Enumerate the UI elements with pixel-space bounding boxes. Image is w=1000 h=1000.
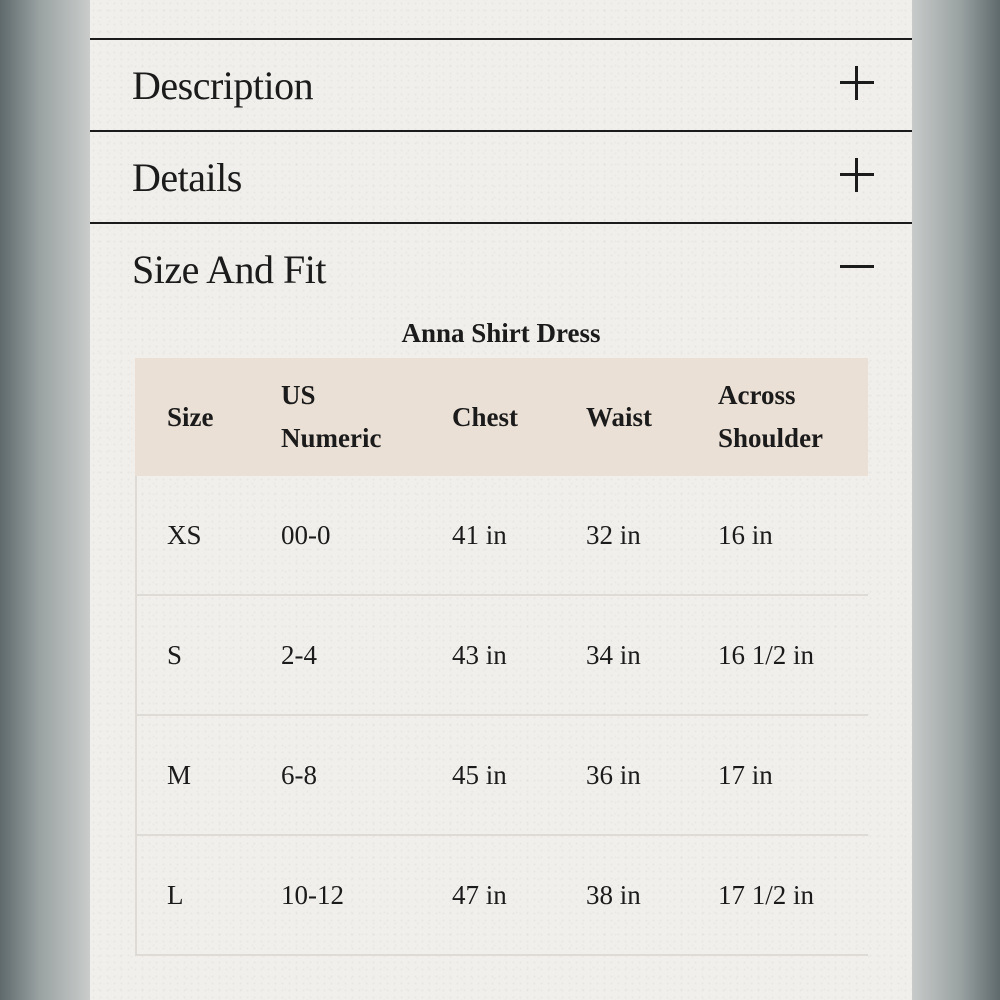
cell-waist: 34 in xyxy=(556,595,688,715)
header-across-shoulder: Across Shoulder xyxy=(688,358,868,476)
accordion-details[interactable] xyxy=(90,130,912,220)
cell-waist: 32 in xyxy=(556,476,688,595)
cell-chest: 41 in xyxy=(422,476,556,595)
cell-waist: 38 in xyxy=(556,835,688,955)
cell-size: M xyxy=(136,715,251,835)
accordion-size-and-fit-title[interactable]: Size And Fit xyxy=(132,247,327,292)
cell-size: S xyxy=(136,595,251,715)
plus-icon[interactable] xyxy=(840,66,874,100)
header-size: Size xyxy=(136,358,251,476)
cell-us-numeric: 10-12 xyxy=(251,835,422,955)
cell-us-numeric: 6-8 xyxy=(251,715,422,835)
cell-size: L xyxy=(136,835,251,955)
table-row xyxy=(136,835,868,955)
plus-icon[interactable] xyxy=(840,158,874,192)
accordion-size-and-fit[interactable] xyxy=(90,222,912,312)
accordion-description[interactable] xyxy=(90,38,912,128)
cell-across-shoulder: 16 in xyxy=(688,476,868,595)
header-waist: Waist xyxy=(556,358,688,476)
minus-icon[interactable] xyxy=(840,250,874,284)
accordion-description-title[interactable]: Description xyxy=(132,63,314,108)
table-row xyxy=(136,476,868,595)
table-row xyxy=(136,595,868,715)
product-info-panel xyxy=(90,0,912,1000)
table-row xyxy=(136,715,868,835)
header-chest: Chest xyxy=(422,358,556,476)
cell-us-numeric: 2-4 xyxy=(251,595,422,715)
cell-across-shoulder: 17 in xyxy=(688,715,868,835)
table-header-row xyxy=(136,358,868,476)
cell-chest: 47 in xyxy=(422,835,556,955)
header-us-numeric: US Numeric xyxy=(251,358,422,476)
cell-chest: 43 in xyxy=(422,595,556,715)
cell-waist: 36 in xyxy=(556,715,688,835)
cell-across-shoulder: 16 1/2 in xyxy=(688,595,868,715)
cell-chest: 45 in xyxy=(422,715,556,835)
accordion-details-title[interactable]: Details xyxy=(132,155,242,200)
cell-size: XS xyxy=(136,476,251,595)
size-chart-table xyxy=(135,358,868,956)
size-chart-title: Anna Shirt Dress xyxy=(401,318,601,348)
cell-across-shoulder: 17 1/2 in xyxy=(688,835,868,955)
cell-us-numeric: 00-0 xyxy=(251,476,422,595)
